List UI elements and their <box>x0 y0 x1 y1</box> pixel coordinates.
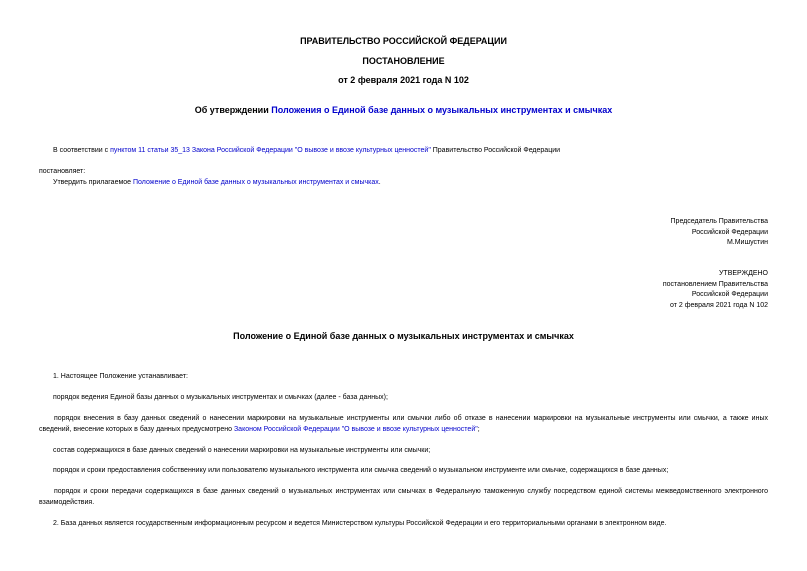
clause-1b-text: порядок внесения в базу данных сведений о нанесении маркировки на музыкальные инструменты или смычки либо об отказе в нанесении маркировки на музыкальные инструменты или смычки, а также иных сведений, внесение которых в базу данных предусмотрено <box>39 415 768 433</box>
approve-paragraph <box>53 177 768 188</box>
clause-1e: порядок и сроки передачи содержащихся в базе данных сведений о музыкальных инструментах или смычках в Федеральную таможенную службу посредством единой системы межведомственного электронного взаимодействия. <box>39 488 768 506</box>
preamble-text: В соответствии с <box>53 147 111 154</box>
approved-label: УТВЕРЖДЕНО <box>718 270 768 277</box>
approve-prefix: Утвердить прилагаемое <box>53 179 134 186</box>
approved-org: Российской Федерации <box>691 291 768 298</box>
clause-1b <box>39 413 768 435</box>
title-link[interactable]: Положения о Единой базе данных о музыкальных инструментах и смычках <box>271 105 613 115</box>
clause-1a: порядок ведения Единой базы данных о музыкальных инструментах и смычках (далее - база данных); <box>53 394 388 401</box>
approve-suffix: . <box>378 179 381 186</box>
document-title <box>0 105 807 116</box>
preamble-text-end: Правительство Российской Федерации <box>430 147 561 154</box>
law-article-link[interactable]: пунктом 11 статьи 35_13 Закона Российской Федерации "О вывозе и ввозе культурных ценностей" <box>110 147 431 154</box>
resolves-text: постановляет: <box>39 168 86 175</box>
signature-block <box>671 217 768 249</box>
approved-date: от 2 февраля 2021 года N 102 <box>670 301 768 309</box>
signature-position: Председатель Правительства <box>670 218 768 225</box>
regulation-link[interactable]: Положение о Единой базе данных о музыкальных инструментах и смычках <box>133 179 379 186</box>
title-prefix: Об утверждении <box>194 105 272 115</box>
section-title: Положение о Единой базе данных о музыкальных инструментах и смычках <box>233 331 574 341</box>
clause-1d: порядок и сроки предоставления собственнику или пользователю музыкального инструмента или смычка сведений о музыкальном инструменте или смычке, содержащихся в базе данных; <box>53 467 669 474</box>
clause-2: 2. База данных является государственным информационным ресурсом и ведется Министерством культуры Российской Федерации и его территориальными органами в электронном виде. <box>53 520 667 527</box>
approved-block <box>663 269 768 311</box>
government-heading: ПРАВИТЕЛЬСТВО РОССИЙСКОЙ ФЕДЕРАЦИИ <box>300 36 507 46</box>
document-type: ПОСТАНОВЛЕНИЕ <box>362 56 445 66</box>
signature-name: М.Мишустин <box>726 239 768 246</box>
approved-by: постановлением Правительства <box>662 280 768 288</box>
preamble-paragraph <box>53 145 768 156</box>
signature-org: Российской Федерации <box>691 228 768 236</box>
clause-1b-end: ; <box>477 426 480 433</box>
document-date-number: от 2 февраля 2021 года N 102 <box>338 75 469 85</box>
clause-1: 1. Настоящее Положение устанавливает: <box>53 373 188 380</box>
federal-law-link[interactable]: Законом Российской Федерации "О вывозе и ввозе культурных ценностей" <box>233 426 478 433</box>
clause-1c: состав содержащихся в базе данных сведений о нанесении маркировки на музыкальные инструменты или смычки; <box>53 447 431 454</box>
